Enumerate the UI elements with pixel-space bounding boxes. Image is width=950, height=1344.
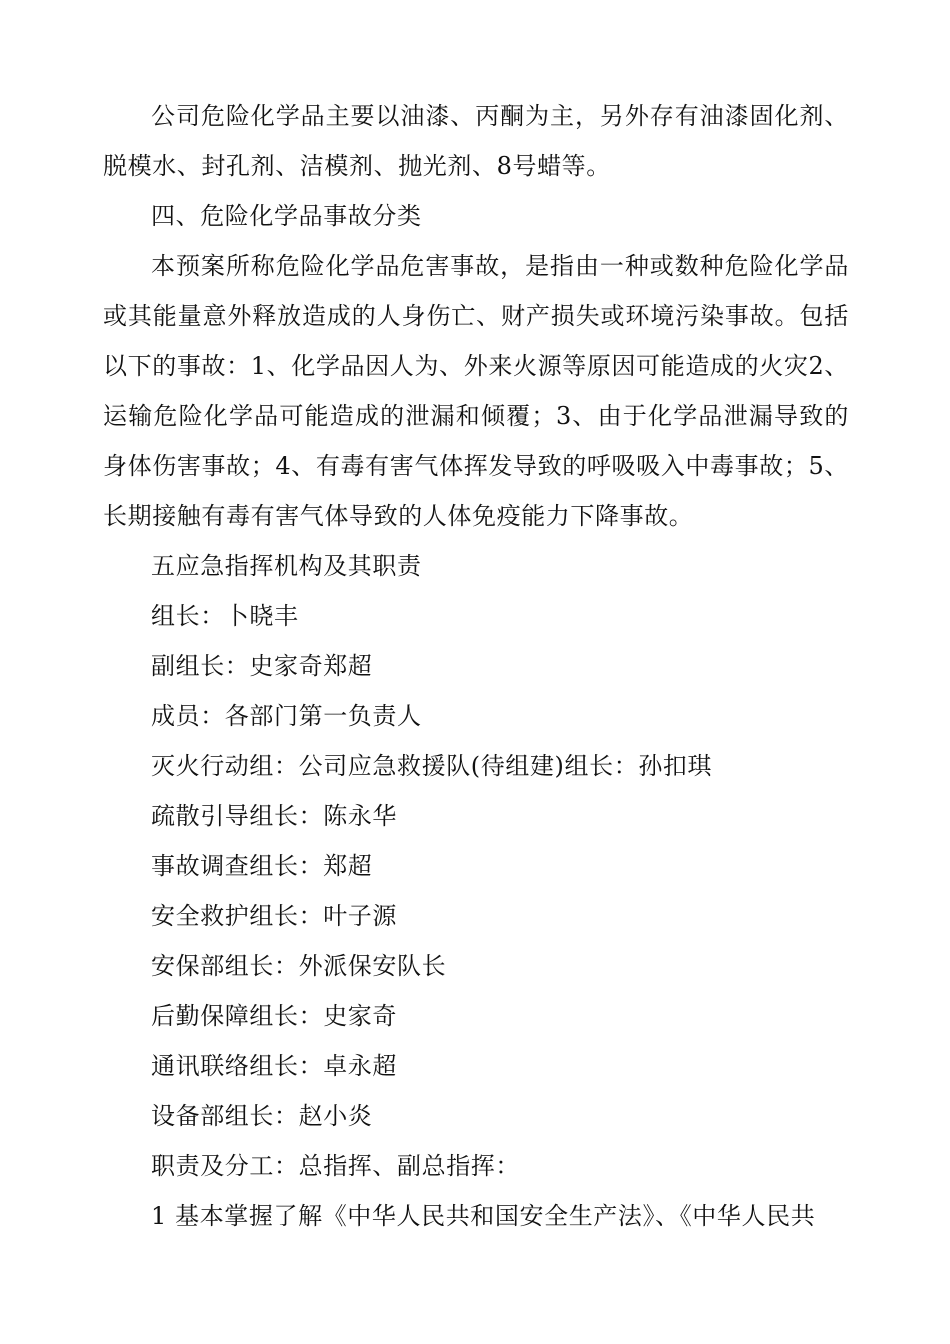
line-rescue-leader: 安全救护组长：叶子源 xyxy=(151,902,397,930)
line-duty-1: 1 基本掌握了解《中华人民共和国安全生产法》、《中华人民共 xyxy=(151,1202,816,1230)
line-logistics-leader: 后勤保障组长：史家奇 xyxy=(151,1002,397,1030)
paragraph-accident-definition: 本预案所称危险化学品危害事故，是指由一种或数种危险化学品或其能量意外释放造成的人身伤亡、财产损失或环境污染事故。包括以下的事故：1、化学品因人为、外来火源等原因可能造成的火灾2、运输危险化学品可能造成的泄漏和倾覆；3、由于化学品泄漏导致的身体伤害事故；4、有毒有害气体挥发导致的呼吸吸入中毒事故；5、长期接触有毒有害气体导致的人体免疫能力下降事故。 xyxy=(103,252,849,530)
line-security-leader: 安保部组长：外派保安队长 xyxy=(151,952,447,980)
document-page xyxy=(103,91,849,1241)
line-evacuation-leader: 疏散引导组长：陈永华 xyxy=(151,802,397,830)
line-deputy-leader: 副组长：史家奇郑超 xyxy=(151,652,373,680)
line-group-leader: 组长：卜晓丰 xyxy=(151,602,299,630)
line-communication-leader: 通讯联络组长：卓永超 xyxy=(151,1052,397,1080)
line-members: 成员：各部门第一负责人 xyxy=(151,702,422,730)
paragraph-chemicals: 公司危险化学品主要以油漆、丙酮为主，另外存有油漆固化剂、脱模水、封孔剂、洁模剂、抛光剂、8号蜡等。 xyxy=(103,102,849,180)
line-equipment-leader: 设备部组长：赵小炎 xyxy=(151,1102,373,1130)
heading-command-structure: 五应急指挥机构及其职责 xyxy=(151,552,422,580)
line-firefighting-group: 灭火行动组：公司应急救援队(待组建)组长：孙扣琪 xyxy=(151,752,713,780)
heading-accident-classification: 四、危险化学品事故分类 xyxy=(151,202,422,230)
line-investigation-leader: 事故调查组长：郑超 xyxy=(151,852,373,880)
line-duties-heading: 职责及分工：总指挥、副总指挥： xyxy=(151,1152,520,1180)
